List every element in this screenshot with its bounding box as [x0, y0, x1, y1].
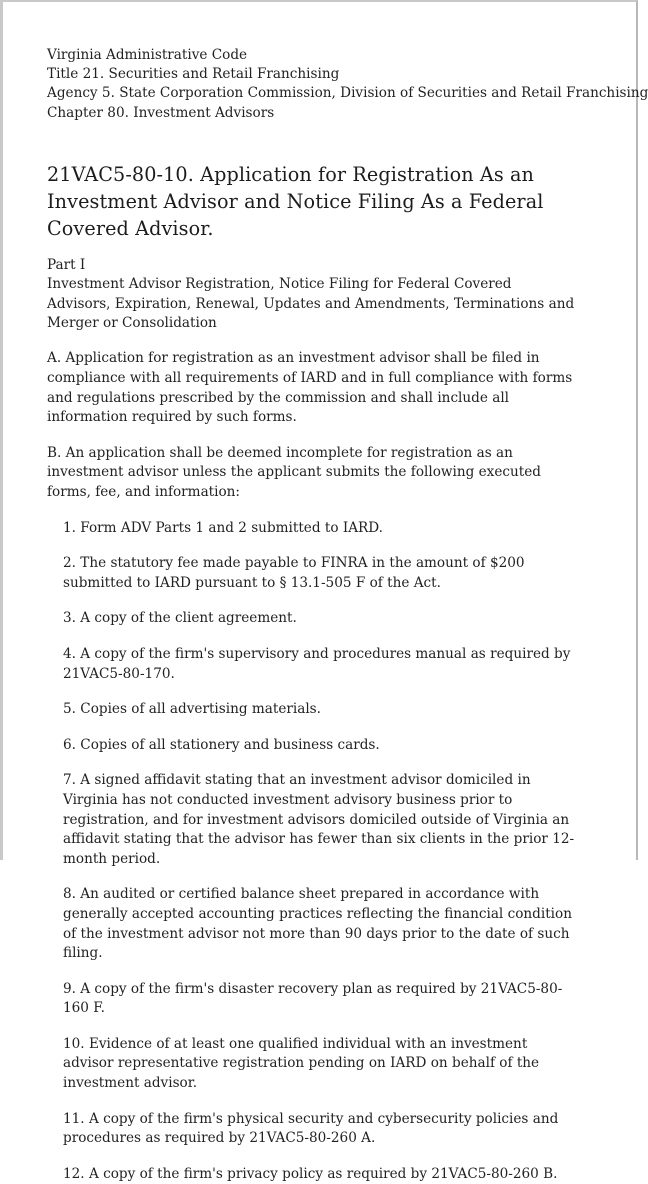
list-item: 9. A copy of the firm's disaster recovery plan as required by 21VAC5-80-160 F.: [63, 980, 563, 1017]
list-item: 8. An audited or certified balance sheet prepared in accordance with generally accepted accounting practices reflecting the financial condition of the investment advisor not more than 90 days prior to the date of such filing.: [63, 886, 572, 962]
paragraph-a: A. Application for registration as an investment advisor shall be filed in compliance with all requirements of IARD and in full compliance with forms and regulations prescribed by the commission and shall include all information required by such forms.: [47, 350, 573, 426]
breadcrumb: [47, 46, 648, 123]
breadcrumb-line-title: Title 21. Securities and Retail Franchising: [47, 66, 340, 83]
part-description: Investment Advisor Registration, Notice Filing for Federal Covered Advisors, Expiration, Renewal, Updates and Amendments, Terminations and Merger or Consolidation: [47, 276, 575, 332]
list-item: 2. The statutory fee made payable to FINRA in the amount of $200 submitted to IARD pursuant to § 13.1-505 F of the Act.: [63, 555, 525, 591]
list-item: 1. Form ADV Parts 1 and 2 submitted to IARD.: [63, 519, 383, 536]
document-content: [47, 46, 648, 1184]
list-item: 7. A signed affidavit stating that an investment advisor domiciled in Virginia has not conducted investment advisory business prior to registration, and for investment advisors domiciled outside of Virginia an affidavit stating that the advisor has fewer than six clients in the prior 12-month period.: [63, 772, 575, 867]
list-item: 6. Copies of all stationery and business cards.: [63, 736, 380, 753]
page-title: 21VAC5-80-10. Application for Registration As an Investment Advisor and Notice Filing As a Federal Covered Advisor.: [47, 162, 544, 240]
list-item: 4. A copy of the firm's supervisory and procedures manual as required by 21VAC5-80-170.: [63, 645, 571, 682]
list-item: 10. Evidence of at least one qualified individual with an investment advisor representative registration pending on IARD on behalf of the investment advisor.: [63, 1035, 540, 1092]
list-item: 11. A copy of the firm's physical security and cybersecurity policies and procedures as required by 21VAC5-80-260 A.: [63, 1110, 559, 1147]
list-item: 3. A copy of the client agreement.: [63, 610, 297, 627]
breadcrumb-line-agency: Agency 5. State Corporation Commission, Division of Securities and Retail Franchising: [47, 85, 648, 102]
paragraph-b: B. An application shall be deemed incomplete for registration as an investment advisor unless the applicant submits the following executed forms, fee, and information:: [47, 444, 541, 500]
breadcrumb-line-chapter: Chapter 80. Investment Advisors: [47, 104, 275, 121]
part-heading: [47, 256, 579, 334]
list-item: 12. A copy of the firm's privacy policy as required by 21VAC5-80-260 B.: [63, 1165, 558, 1182]
breadcrumb-line-code: Virginia Administrative Code: [47, 47, 248, 63]
part-label: Part I: [47, 256, 86, 273]
list-item: 5. Copies of all advertising materials.: [63, 701, 321, 718]
